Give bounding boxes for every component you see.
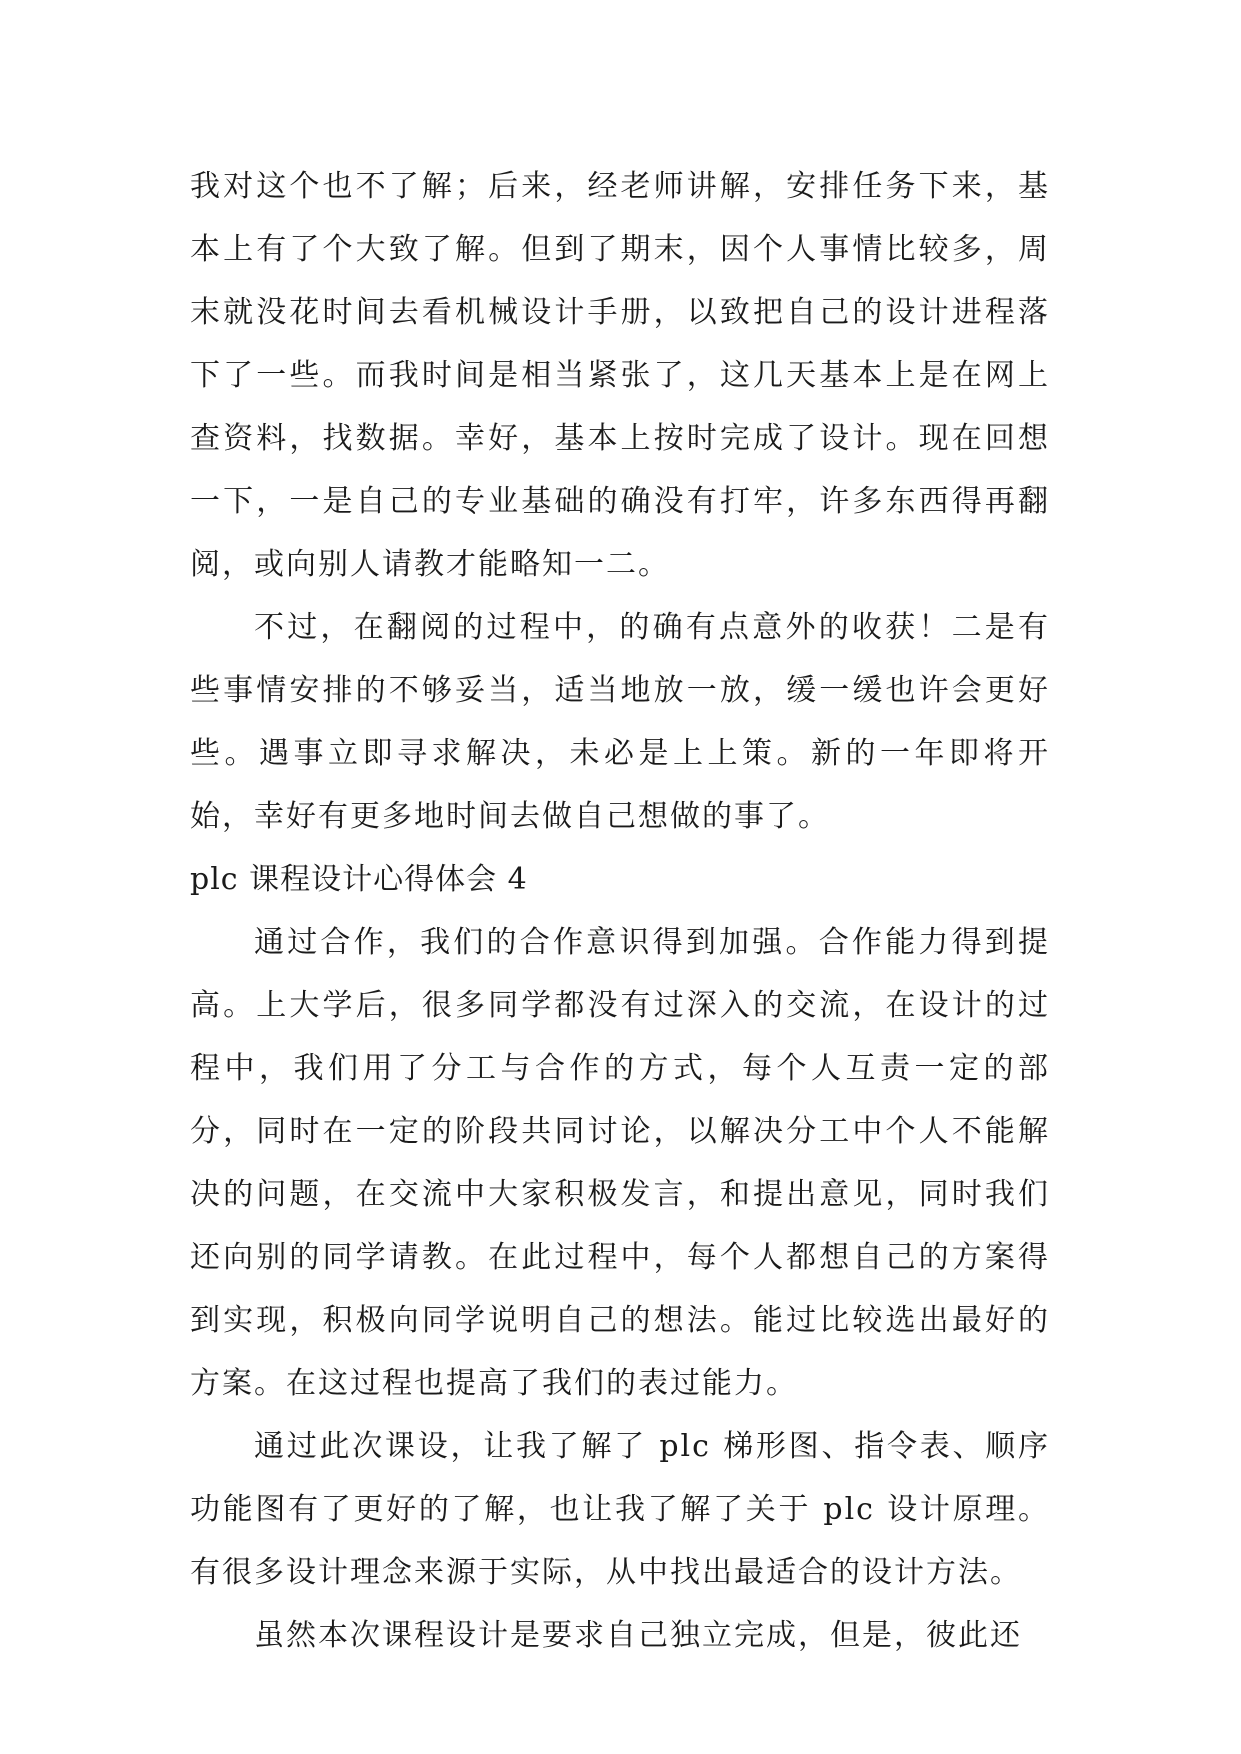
- section-heading: plc 课程设计心得体会 4: [190, 862, 528, 897]
- paragraph-1: 我对这个也不了解；后来，经老师讲解，安排任务下来，基本上有了个大致了解。但到了期末，因个人事情比较多，周末就没花时间去看机械设计手册，以致把自己的设计进程落下了一些。而我时间是相当紧张了，这几天基本上是在网上查资料，找数据。幸好，基本上按时完成了设计。现在回想一下，一是自己的专业基础的确没有打牢，许多东西得再翻阅，或向别人请教才能略知一二。: [190, 169, 1050, 582]
- paragraph-2: 不过，在翻阅的过程中，的确有点意外的收获！二是有些事情安排的不够妥当，适当地放一放，缓一缓也许会更好些。遇事立即寻求解决，未必是上上策。新的一年即将开始，幸好有更多地时间去做自己想做的事了。: [190, 610, 1050, 834]
- paragraph-4: 通过此次课设，让我了解了 plc 梯形图、指令表、顺序功能图有了更好的了解，也让我了解了关于 plc 设计原理。有很多设计理念来源于实际，从中找出最适合的设计方法。: [190, 1429, 1050, 1590]
- document-body: [190, 155, 1050, 1667]
- paragraph-5: 虽然本次课程设计是要求自己独立完成，但是，彼此还: [254, 1618, 1022, 1653]
- paragraph-3: 通过合作，我们的合作意识得到加强。合作能力得到提高。上大学后，很多同学都没有过深入的交流，在设计的过程中，我们用了分工与合作的方式，每个人互责一定的部分，同时在一定的阶段共同讨论，以解决分工中个人不能解决的问题，在交流中大家积极发言，和提出意见，同时我们还向别的同学请教。在此过程中，每个人都想自己的方案得到实现，积极向同学说明自己的想法。能过比较选出最好的方案。在这过程也提高了我们的表过能力。: [190, 925, 1050, 1401]
